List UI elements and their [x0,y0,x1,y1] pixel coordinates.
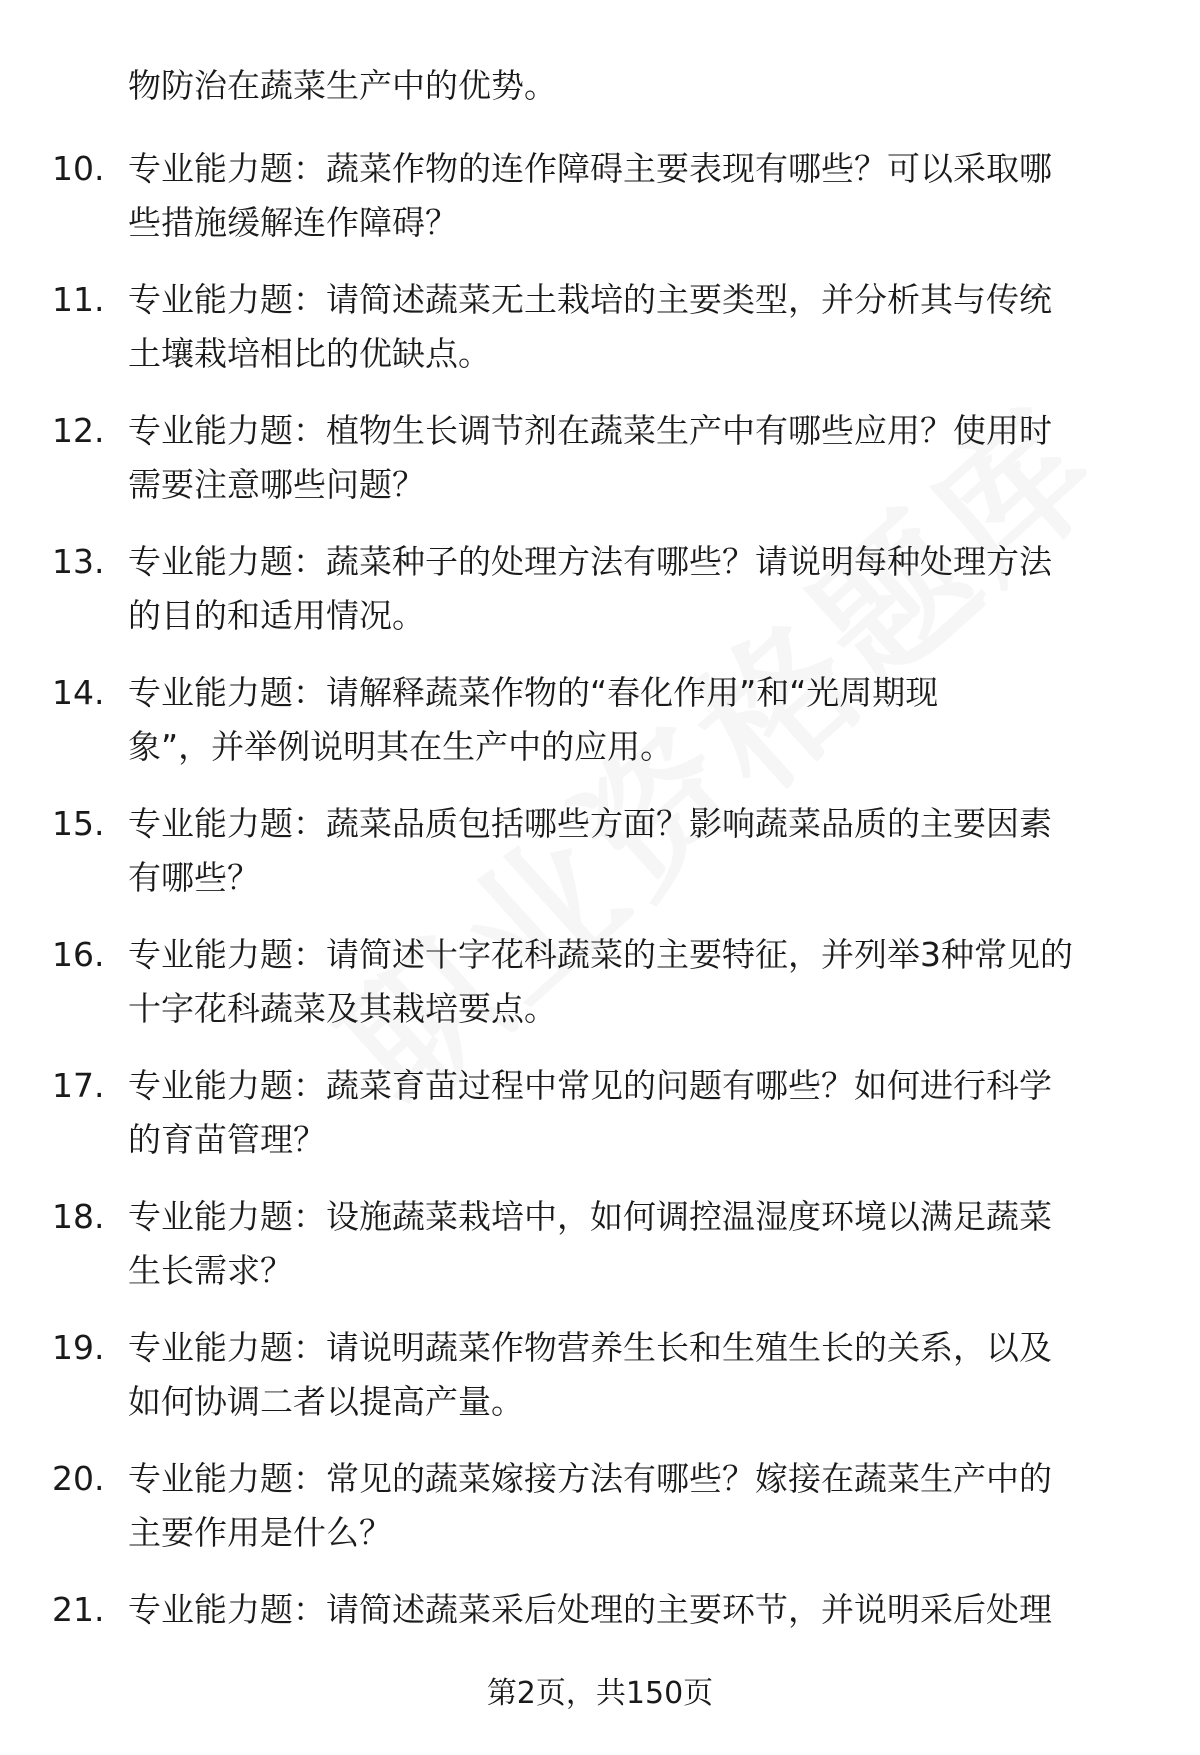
question-number: 18. [52,1197,105,1236]
question-text-line: 生长需求？ [128,1251,293,1290]
question-number: 20. [52,1459,105,1498]
question-text-line: 专业能力题：请简述十字花科蔬菜的主要特征，并列举3种常见的 [128,935,1073,974]
question-item [0,1322,1200,1453]
question-text-line: 有哪些？ [128,858,260,897]
question-number: 21. [52,1590,105,1629]
question-text-line: 专业能力题：请简述蔬菜无土栽培的主要类型，并分析其与传统 [128,280,1052,319]
question-text-line: 主要作用是什么？ [128,1513,392,1552]
question-text-line: 专业能力题：蔬菜品质包括哪些方面？影响蔬菜品质的主要因素 [128,804,1052,843]
question-number: 10. [52,149,105,188]
continuation-text: 物防治在蔬菜生产中的优势。 [128,66,557,105]
question-number: 19. [52,1328,105,1367]
question-item [0,536,1200,667]
question-number: 15. [52,804,105,843]
question-item [0,405,1200,536]
question-text-line: 专业能力题：植物生长调节剂在蔬菜生产中有哪些应用？使用时 [128,411,1052,450]
question-text-line: 专业能力题：请简述蔬菜采后处理的主要环节，并说明采后处理 [128,1590,1052,1629]
question-text-line: 些措施缓解连作障碍？ [128,203,458,242]
question-number: 17. [52,1066,105,1105]
question-item [0,143,1200,274]
question-number: 13. [52,542,105,581]
question-item [0,1453,1200,1584]
question-text-line: 十字花科蔬菜及其栽培要点。 [128,989,557,1028]
question-item [0,274,1200,405]
question-text-line: 的育苗管理？ [128,1120,326,1159]
question-item [0,1191,1200,1322]
question-text-line: 专业能力题：蔬菜育苗过程中常见的问题有哪些？如何进行科学 [128,1066,1052,1105]
question-item [0,929,1200,1060]
question-text-line: 专业能力题：蔬菜种子的处理方法有哪些？请说明每种处理方法 [128,542,1052,581]
question-text-line: 土壤栽培相比的优缺点。 [128,334,491,373]
question-text-line: 专业能力题：常见的蔬菜嫁接方法有哪些？嫁接在蔬菜生产中的 [128,1459,1052,1498]
question-number: 14. [52,673,105,712]
question-list [0,143,1200,1715]
question-number: 11. [52,280,105,319]
question-number: 12. [52,411,105,450]
question-text-line: 的目的和适用情况。 [128,596,425,635]
question-item [0,798,1200,929]
question-text-line: 需要注意哪些问题？ [128,465,425,504]
question-text-line: 专业能力题：设施蔬菜栽培中，如何调控温湿度环境以满足蔬菜 [128,1197,1052,1236]
page-footer: 第2页，共150页 [486,1676,714,1711]
question-item [0,667,1200,798]
question-number: 16. [52,935,105,974]
question-item [0,1060,1200,1191]
question-text-line: 专业能力题：请解释蔬菜作物的“春化作用”和“光周期现 [128,673,939,712]
question-text-line: 象”，并举例说明其在生产中的应用。 [128,727,674,766]
question-text-line: 专业能力题：蔬菜作物的连作障碍主要表现有哪些？可以采取哪 [128,149,1052,188]
question-text-line: 如何协调二者以提高产量。 [128,1382,524,1421]
question-text-line: 专业能力题：请说明蔬菜作物营养生长和生殖生长的关系，以及 [128,1328,1052,1367]
